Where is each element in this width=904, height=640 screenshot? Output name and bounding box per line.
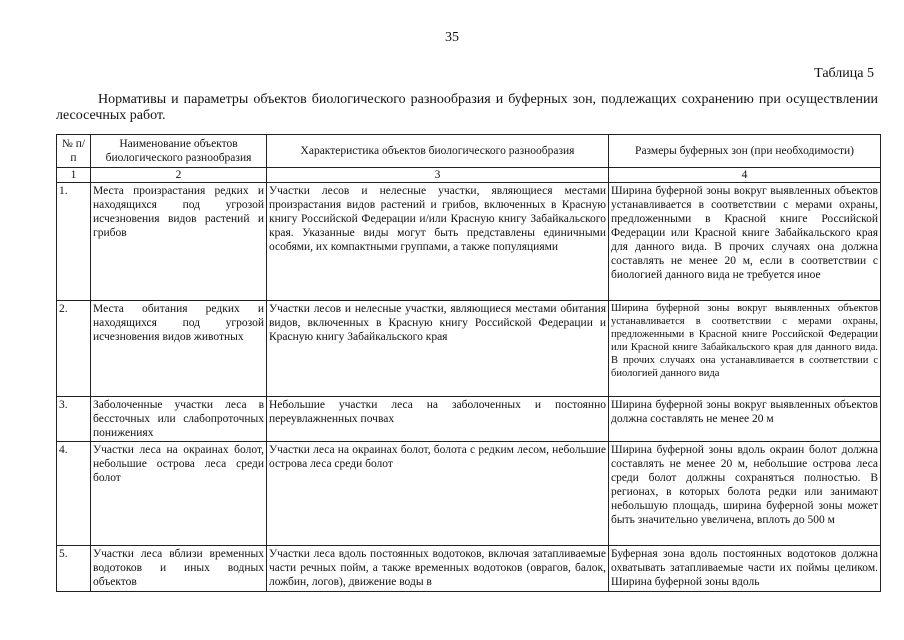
object-characteristic: Участки лесов и нелесные участки, являющиеся местами обитания видов, включенных в Красную книгу Российской Федерации и Красную книгу Забайкальского края xyxy=(267,301,609,397)
table-caption: Нормативы и параметры объектов биологического разнообразия и буферных зон, подлежащих сохранению при осуществлении лесосечных работ. xyxy=(56,92,878,123)
column-number: 2 xyxy=(91,168,267,183)
header-characteristic: Характеристика объектов биологического разнообразия xyxy=(267,135,609,168)
column-number: 3 xyxy=(267,168,609,183)
table-label: Таблица 5 xyxy=(814,66,874,81)
object-characteristic: Участки лесов и нелесные участки, являющиеся местами произрастания видов растений и грибов, включенных в Красную книгу Российской Федерации и/или Красную книгу Забайкальского края. Указанные виды могут быть представлены единичными особями, их компактными группами, а также популяциями xyxy=(267,183,609,301)
object-name: Участки леса вблизи временных водотоков и иных водных объектов xyxy=(91,546,267,592)
buffer-zone-size: Ширина буферной зоны вдоль окраин болот должна составлять не менее 20 м, небольшие острова леса среди болот должны сохраняться полностью. В регионах, в которых болота редки или занимают небольшую площадь, ширина буферной зоны может быть значительно увеличена, вплоть до 500 м xyxy=(609,442,881,546)
object-characteristic: Участки леса на окраинах болот, болота с редким лесом, небольшие острова леса среди болот xyxy=(267,442,609,546)
object-name: Заболоченные участки леса в бессточных или слабопроточных понижениях xyxy=(91,397,267,442)
norms-table xyxy=(56,134,881,592)
table-row xyxy=(57,183,881,301)
table-row xyxy=(57,546,881,592)
buffer-zone-size: Ширина буферной зоны вокруг выявленных объектов должна составлять не менее 20 м xyxy=(609,397,881,442)
row-number: 1. xyxy=(57,183,91,301)
buffer-zone-size: Ширина буферной зоны вокруг выявленных объектов устанавливается в соответствии с мерами охраны, предложенными в Красной книге Российской Федерации или Красной книге Забайкальского края для данного вида. В прочих случаях она должна составлять не менее 20 м, если в соответствии с биологией данного вида не требуется иное xyxy=(609,183,881,301)
object-name: Места обитания редких и находящихся под угрозой исчезновения видов животных xyxy=(91,301,267,397)
header-buffer-size: Размеры буферных зон (при необходимости) xyxy=(609,135,881,168)
table-row xyxy=(57,397,881,442)
header-row xyxy=(57,135,881,168)
page-number: 35 xyxy=(445,30,459,45)
row-number: 4. xyxy=(57,442,91,546)
row-number: 3. xyxy=(57,397,91,442)
header-name: Наименование объектов биологического разнообразия xyxy=(91,135,267,168)
table-row xyxy=(57,442,881,546)
column-number: 4 xyxy=(609,168,881,183)
object-name: Участки леса на окраинах болот, небольшие острова леса среди болот xyxy=(91,442,267,546)
buffer-zone-size: Буферная зона вдоль постоянных водотоков должна охватывать затапливаемые части их поймы целиком. Ширина буферной зоны вдоль xyxy=(609,546,881,592)
table-row xyxy=(57,301,881,397)
header-num: № п/п xyxy=(57,135,91,168)
row-number: 5. xyxy=(57,546,91,592)
object-characteristic: Участки леса вдоль постоянных водотоков, включая затапливаемые части речных пойм, а также временных водотоков (оврагов, балок, ложбин, логов), движение воды в xyxy=(267,546,609,592)
column-number: 1 xyxy=(57,168,91,183)
buffer-zone-size: Ширина буферной зоны вокруг выявленных объектов устанавливается в соответствии с мерами охраны, предложенными в Красной книге Российской Федерации или Красной книге Забайкальского края для данного вида. В прочих случаях она устанавливается в соответствии с биологией данного вида xyxy=(609,301,881,397)
object-name: Места произрастания редких и находящихся под угрозой исчезновения видов растений и грибов xyxy=(91,183,267,301)
column-number-row xyxy=(57,168,881,183)
object-characteristic: Небольшие участки леса на заболоченных и постоянно переувлажненных почвах xyxy=(267,397,609,442)
row-number: 2. xyxy=(57,301,91,397)
